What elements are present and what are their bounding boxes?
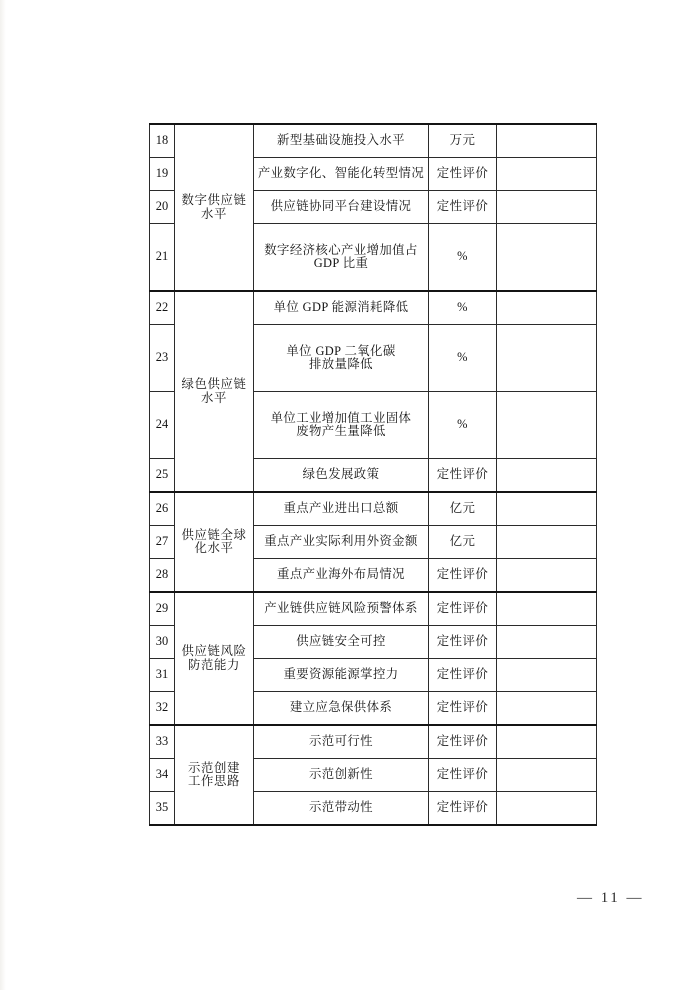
unit-cell: % [429,392,497,459]
indicator-text-line: 单位 GDP 能源消耗降低 [273,300,409,315]
table-row [150,592,597,626]
value-cell[interactable] [497,459,597,493]
category-label-line: 数字供应链 [181,193,247,208]
category-label-line: 防范能力 [188,657,240,672]
indicator-cell [254,158,429,191]
unit-cell: 定性评价 [429,191,497,224]
row-number-cell: 26 [150,492,175,526]
row-number-cell: 34 [150,759,175,792]
value-cell[interactable] [497,559,597,593]
row-number-cell: 27 [150,526,175,559]
unit-cell: 亿元 [429,526,497,559]
indicator-text-line: 重点产业实际利用外资金额 [264,534,418,549]
indicator-text-line: 供应链安全可控 [296,634,386,649]
indicator-cell [254,459,429,493]
indicator-cell [254,692,429,726]
table-row [150,124,597,158]
unit-cell: % [429,291,497,325]
indicator-cell [254,659,429,692]
indicator-cell [254,224,429,292]
category-cell [175,725,254,825]
row-number-cell: 21 [150,224,175,292]
unit-cell: 定性评价 [429,459,497,493]
indicator-cell [254,792,429,826]
row-number-cell: 20 [150,191,175,224]
value-cell[interactable] [497,224,597,292]
indicator-text-line: 供应链协同平台建设情况 [270,199,412,214]
table-row [150,725,597,759]
value-cell[interactable] [497,392,597,459]
unit-cell: 亿元 [429,492,497,526]
value-cell[interactable] [497,659,597,692]
value-cell[interactable] [497,325,597,392]
row-number-cell: 23 [150,325,175,392]
value-cell[interactable] [497,124,597,158]
value-cell[interactable] [497,759,597,792]
indicator-cell [254,759,429,792]
unit-cell: 定性评价 [429,659,497,692]
value-cell[interactable] [497,526,597,559]
row-number-cell: 31 [150,659,175,692]
indicator-cell [254,191,429,224]
indicator-table-body [150,124,597,825]
indicator-text-line: 重点产业进出口总额 [283,501,399,516]
row-number-cell: 33 [150,725,175,759]
indicator-text-line: 单位工业增加值工业固体 [270,410,412,425]
row-number-cell: 29 [150,592,175,626]
unit-cell: 定性评价 [429,158,497,191]
category-cell [175,592,254,725]
value-cell[interactable] [497,626,597,659]
indicator-text-line: 示范带动性 [309,800,373,815]
indicator-cell [254,291,429,325]
indicator-text-line: 产业数字化、智能化转型情况 [257,166,425,181]
indicator-cell [254,325,429,392]
table-row [150,492,597,526]
indicator-cell [254,559,429,593]
value-cell[interactable] [497,725,597,759]
row-number-cell: 30 [150,626,175,659]
value-cell[interactable] [497,492,597,526]
unit-cell: 定性评价 [429,759,497,792]
row-number-cell: 35 [150,792,175,826]
unit-cell: 定性评价 [429,725,497,759]
category-label-line: 水平 [201,206,227,221]
category-cell [175,124,254,291]
unit-cell: 定性评价 [429,592,497,626]
category-label-line: 化水平 [194,541,234,555]
indicator-text-line: 产业链供应链风险预警体系 [264,601,418,616]
indicator-text-line: 废物产生量降低 [296,424,386,438]
row-number-cell: 25 [150,459,175,493]
indicator-cell [254,526,429,559]
value-cell[interactable] [497,158,597,191]
indicator-cell [254,492,429,526]
category-label-line: 工作思路 [188,774,240,788]
category-label-line: 供应链全球 [181,527,247,542]
value-cell[interactable] [497,291,597,325]
value-cell[interactable] [497,592,597,626]
value-cell[interactable] [497,792,597,826]
row-number-cell: 24 [150,392,175,459]
row-number-cell: 18 [150,124,175,158]
indicator-text-line: 新型基础设施投入水平 [277,133,405,148]
indicator-cell [254,392,429,459]
indicator-text-line: 示范可行性 [309,734,373,749]
unit-cell: 定性评价 [429,792,497,826]
category-cell [175,291,254,492]
indicator-text-line: 排放量降低 [309,357,373,371]
indicator-text-line: 单位 GDP 二氧化碳 [286,343,396,358]
row-number-cell: 19 [150,158,175,191]
value-cell[interactable] [497,692,597,726]
indicator-cell [254,592,429,626]
indicator-table [149,123,597,826]
unit-cell: 定性评价 [429,626,497,659]
unit-cell: % [429,224,497,292]
category-label-line: 绿色供应链 [181,377,247,392]
unit-cell: % [429,325,497,392]
category-cell [175,492,254,592]
row-number-cell: 22 [150,291,175,325]
indicator-text-line: GDP 比重 [313,256,369,270]
indicator-text-line: 重点产业海外布局情况 [277,567,405,582]
indicator-cell [254,124,429,158]
row-number-cell: 32 [150,692,175,726]
category-label-line: 示范创建 [188,760,240,775]
unit-cell: 定性评价 [429,559,497,593]
indicator-cell [254,725,429,759]
indicator-text-line: 绿色发展政策 [302,467,380,482]
category-label-line: 供应链风险 [181,644,247,659]
table-row [150,291,597,325]
page-number: — 11 — [577,890,644,906]
indicator-text-line: 建立应急保供体系 [289,700,393,715]
indicator-cell [254,626,429,659]
indicator-text-line: 示范创新性 [309,767,373,782]
row-number-cell: 28 [150,559,175,593]
indicator-text-line: 重要资源能源掌控力 [283,667,399,682]
unit-cell: 定性评价 [429,692,497,726]
value-cell[interactable] [497,191,597,224]
category-label-line: 水平 [201,390,227,405]
indicator-text-line: 数字经济核心产业增加值占 [264,242,418,257]
unit-cell: 万元 [429,124,497,158]
